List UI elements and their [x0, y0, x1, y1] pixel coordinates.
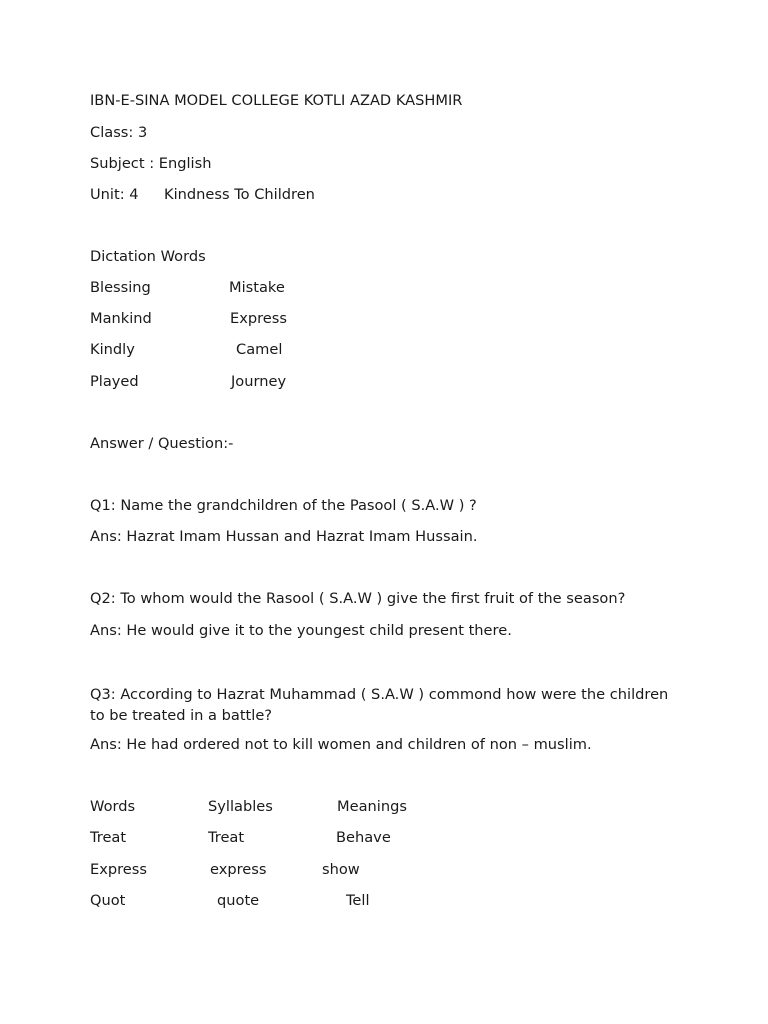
table-header-words: Words — [90, 798, 136, 815]
table-cell: Behave — [336, 829, 391, 846]
dictation-word: Blessing — [90, 279, 151, 296]
dictation-word: Express — [230, 310, 287, 327]
table-cell: Tell — [346, 892, 370, 909]
subject-line: Subject : English — [90, 155, 212, 172]
answer-3: Ans: He had ordered not to kill women and children of non – muslim. — [90, 736, 592, 753]
question-1: Q1: Name the grandchildren of the Pasool ( S.A.W ) ? — [90, 497, 477, 514]
table-cell: show — [322, 861, 360, 878]
answer-1: Ans: Hazrat Imam Hussan and Hazrat Imam Hussain. — [90, 528, 478, 545]
unit-label: Unit: 4 — [90, 186, 139, 203]
table-cell: quote — [217, 892, 260, 909]
dictation-word: Camel — [236, 341, 283, 358]
unit-title: Kindness To Children — [164, 186, 315, 203]
dictation-word: Kindly — [90, 341, 135, 358]
table-cell: Treat — [90, 829, 127, 846]
dictation-word: Journey — [231, 373, 287, 390]
table-header-syllables: Syllables — [208, 798, 273, 815]
table-header-meanings: Meanings — [337, 798, 407, 815]
table-cell: Treat — [208, 829, 245, 846]
question-2: Q2: To whom would the Rasool ( S.A.W ) give the first fruit of the season? — [90, 590, 626, 607]
table-cell: express — [210, 861, 267, 878]
answer-2: Ans: He would give it to the youngest child present there. — [90, 622, 512, 639]
dictation-heading: Dictation Words — [90, 248, 206, 265]
dictation-word: Played — [90, 373, 139, 390]
question-3: Q3: According to Hazrat Muhammad ( S.A.W ) commond how were the children to be treated in a battle? — [90, 686, 669, 724]
table-cell: Quot — [90, 892, 126, 909]
school-name: IBN-E-SINA MODEL COLLEGE KOTLI AZAD KASHMIR — [90, 92, 463, 109]
unit-line — [90, 185, 315, 205]
dictation-word: Mankind — [90, 310, 152, 327]
qa-heading: Answer / Question:- — [90, 435, 234, 452]
class-line: Class: 3 — [90, 124, 148, 141]
dictation-word: Mistake — [229, 279, 285, 296]
table-cell: Express — [90, 861, 147, 878]
